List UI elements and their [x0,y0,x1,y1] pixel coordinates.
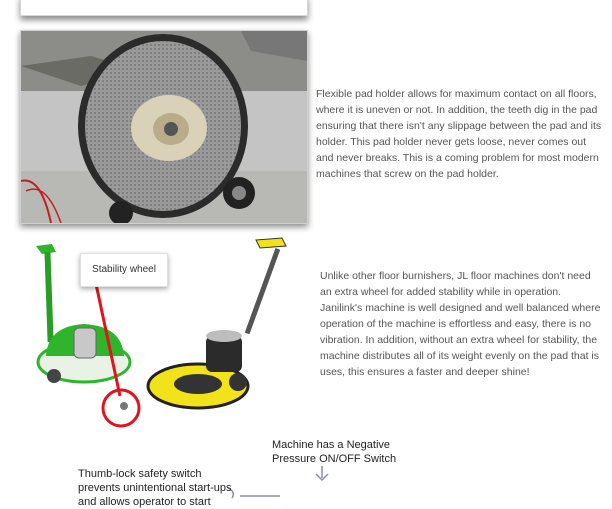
pad-holder-photo [20,30,308,224]
pad-holder-description: Flexible pad holder allows for maximum contact on all floors, where it is uneven or not. In addition, the teeth dig in the pad ensuring that there isn't any slippage between the pad and its holder. This pad holder never gets loose, never comes out and never breaks. This is a coming problem for most modern machines that screw on the pad holder. [316,88,602,180]
stability-wheel-callout: Stability wheel [80,253,168,287]
stability-description: Unlike other floor burnishers, JL floor machines don't need an extra wheel for added stability while in operation. Janilink's machine is well designed and well balanced where operation of the machine is effortless and easy, there is no vibration. In addition, without an extra wheel for stability, the machine distributes all of its weight evenly on the pad that is uses, this ensures a faster and deeper shine! [320,270,601,378]
thumb-lock-label: Thumb-lock safety switch prevents unintentional start-ups and allows operator to start [78,468,232,508]
floor-machines-illustration [24,236,314,436]
previous-image-frame [20,0,308,16]
negative-pressure-label: Machine has a Negative Pressure ON/OFF Switch [272,439,397,465]
